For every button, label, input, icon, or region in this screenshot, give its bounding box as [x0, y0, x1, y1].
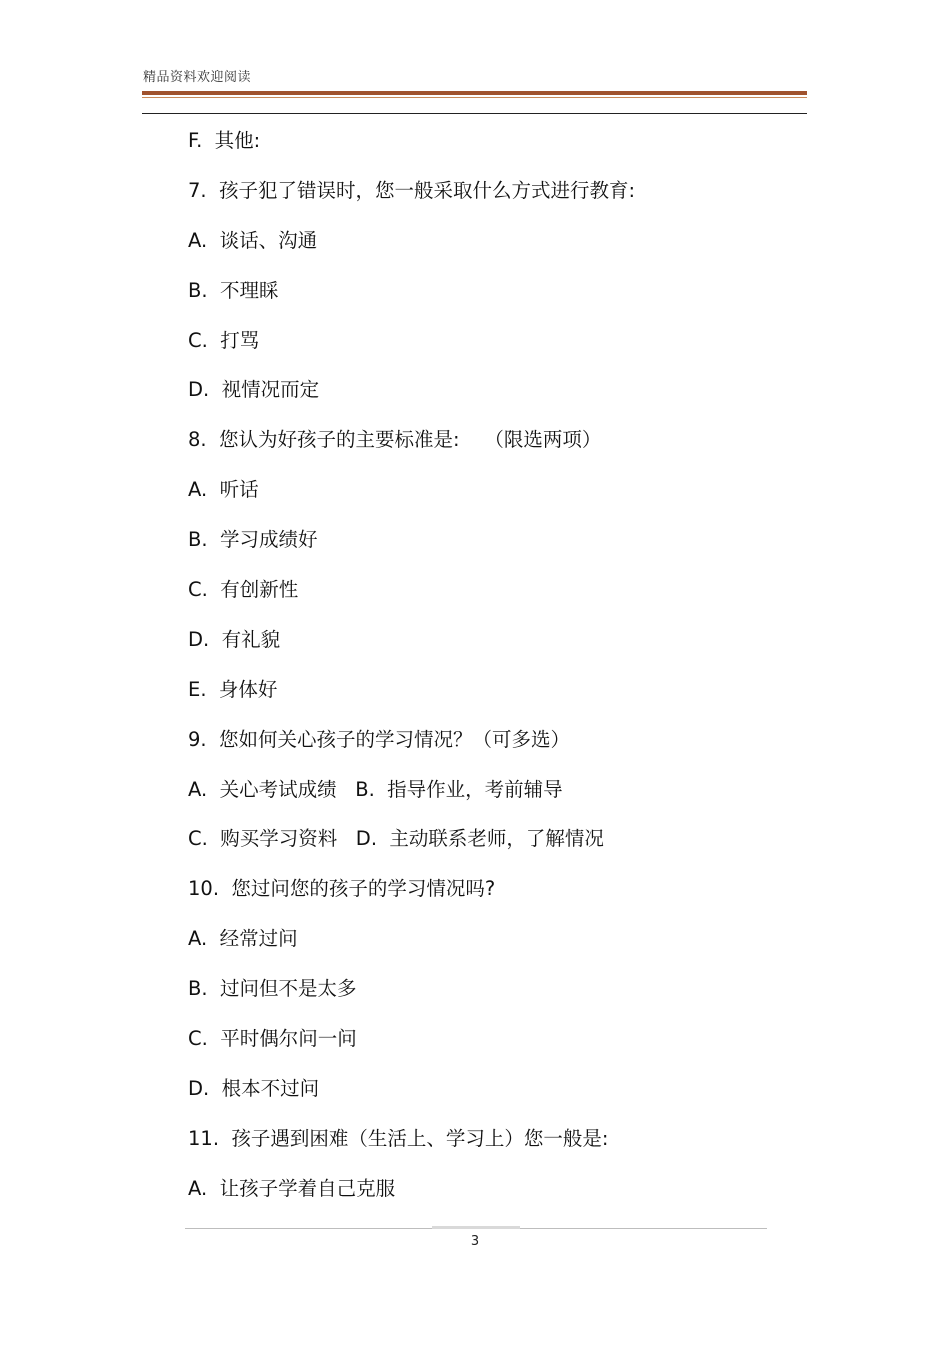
option-line: C. 有创新性	[188, 578, 299, 602]
header-rule-thin	[142, 97, 807, 98]
option-line: C. 平时偶尔问一问	[188, 1027, 357, 1051]
footer-rule-accent	[432, 1226, 520, 1229]
option-line: A. 听话	[188, 478, 259, 502]
header-title: 精品资料欢迎阅读	[143, 70, 252, 85]
question-line: 11. 孩子遇到困难（生活上、学习上）您一般是:	[188, 1126, 609, 1150]
question-line: 8. 您认为好孩子的主要标准是: （限选两项）	[188, 428, 602, 452]
question-line: 10. 您过问您的孩子的学习情况吗?	[188, 877, 496, 901]
option-line: C. 购买学习资料 D. 主动联系老师，了解情况	[188, 827, 604, 851]
option-line: D. 视情况而定	[188, 378, 320, 402]
option-line: A. 让孩子学着自己克服	[188, 1176, 396, 1200]
option-line: B. 学习成绩好	[188, 528, 318, 552]
option-line: B. 不理睬	[188, 278, 279, 302]
option-line: D. 有礼貌	[188, 627, 281, 651]
question-line: 9. 您如何关心孩子的学习情况？（可多选）	[188, 727, 571, 751]
option-line: C. 打骂	[188, 328, 260, 352]
page-number: 3	[470, 1234, 480, 1249]
header-rule-thick	[142, 91, 807, 95]
option-line: A. 谈话、沟通	[188, 228, 318, 252]
option-line: A. 关心考试成绩 B. 指导作业，考前辅导	[188, 777, 563, 801]
option-line: F. 其他:	[188, 129, 261, 152]
option-line: D. 根本不过问	[188, 1076, 320, 1100]
option-line: B. 过问但不是太多	[188, 977, 357, 1001]
header-rule-under	[142, 113, 807, 114]
questionnaire-body	[188, 126, 788, 1224]
option-line: E. 身体好	[188, 677, 278, 701]
option-line: A. 经常过问	[188, 927, 298, 951]
question-line: 7. 孩子犯了错误时，您一般采取什么方式进行教育:	[188, 178, 636, 202]
